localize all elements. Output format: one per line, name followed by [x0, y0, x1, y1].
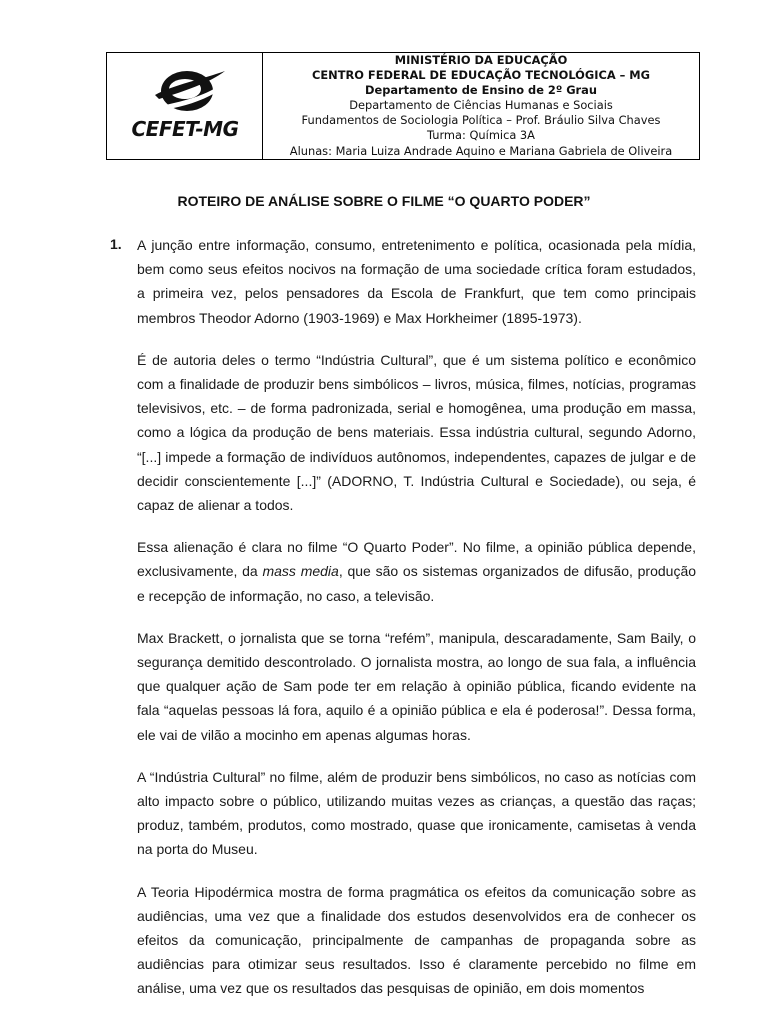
students-line: Alunas: Maria Luiza Andrade Aquino e Mariana Gabriela de Oliveira — [289, 143, 673, 158]
class-line: Turma: Química 3A — [427, 128, 535, 143]
question-number: 1. — [110, 236, 122, 252]
cefet-logo-icon — [125, 65, 245, 115]
header-table — [106, 52, 700, 160]
ministry-line: MINISTÉRIO DA EDUCAÇÃO — [394, 53, 568, 67]
humanities-department-line: Departamento de Ciências Humanas e Sociais — [349, 98, 613, 113]
institution-info — [263, 53, 699, 159]
logo-text: CEFET-MG — [131, 117, 239, 141]
mass-media-term: mass media — [262, 563, 339, 580]
paragraph-3-end: , que são os sistemas organizados de difusão, produção e recepção de informação, no caso, a televisão. — [137, 563, 697, 604]
paragraph-3 — [137, 535, 696, 608]
answer-body — [137, 233, 696, 1019]
paragraph-4: Max Brackett, o jornalista que se torna “refém”, manipula, descaradamente, Sam Baily, o segurança demitido descontrolado. O jornalista mostra, ao longo de sua fala, a influência que qualquer ação de Sam pode ter em relação à opinião pública, ficando evidente na fala “aquelas pessoas lá fora, aquilo é a opinião pública e ela é poderosa!”. Dessa forma, ele vai de vilão a mocinho em apenas algumas horas. — [137, 629, 696, 743]
department-line: Departamento de Ensino de 2º Grau — [365, 83, 597, 98]
logo-cell — [107, 53, 263, 159]
paragraph-5: A “Indústria Cultural” no filme, além de produzir bens simbólicos, no caso as notícias com alto impacto sobre o público, utilizando muitas vezes as crianças, a questão das raças; produz, também, produtos, como mostrado, quase que ironicamente, camisetas à venda na porta do Museu. — [137, 768, 696, 858]
paragraph-6: A Teoria Hipodérmica mostra de forma pragmática os efeitos da comunicação sobre as audiências, uma vez que a finalidade dos estudos desenvolvidos era de conhecer os efeitos da comunicação, principalmente de campanhas de propaganda sobre as audiências para otimizar seus resultados. Isso é claramente percebido no filme em análise, uma vez que os resultados das pesquisas de opinião, em dois momentos — [137, 883, 696, 997]
center-line: CENTRO FEDERAL DE EDUCAÇÃO TECNOLÓGICA – MG — [312, 68, 650, 83]
course-line: Fundamentos de Sociologia Política – Prof. Bráulio Silva Chaves — [301, 113, 661, 128]
paragraph-3-start: Essa alienação é clara no filme “O Quarto Poder”. No filme, a opinião pública depende, exclusivamente, da — [137, 539, 696, 580]
document-title: ROTEIRO DE ANÁLISE SOBRE O FILME “O QUARTO PODER” — [177, 193, 591, 209]
paragraph-2: É de autoria deles o termo “Indústria Cultural”, que é um sistema político e econômico com a finalidade de produzir bens simbólicos – livros, música, filmes, notícias, programas televisivos, etc. – de forma padronizada, serial e homogênea, uma produção em massa, como a lógica da produção de bens materiais. Essa indústria cultural, segundo Adorno, “[...] impede a formação de indivíduos autônomos, independentes, capazes de julgar e de decidir conscientemente [...]” (ADORNO, T. Indústria Cultural e Sociedade), ou seja, é capaz de alienar a todos. — [137, 351, 696, 514]
paragraph-1: A junção entre informação, consumo, entretenimento e política, ocasionada pela mídia, bem como seus efeitos nocivos na formação de uma sociedade crítica foram estudados, a primeira vez, pelos pensadores da Escola de Frankfurt, que tem como principais membros Theodor Adorno (1903-1969) e Max Horkheimer (1895-1973). — [137, 237, 696, 326]
